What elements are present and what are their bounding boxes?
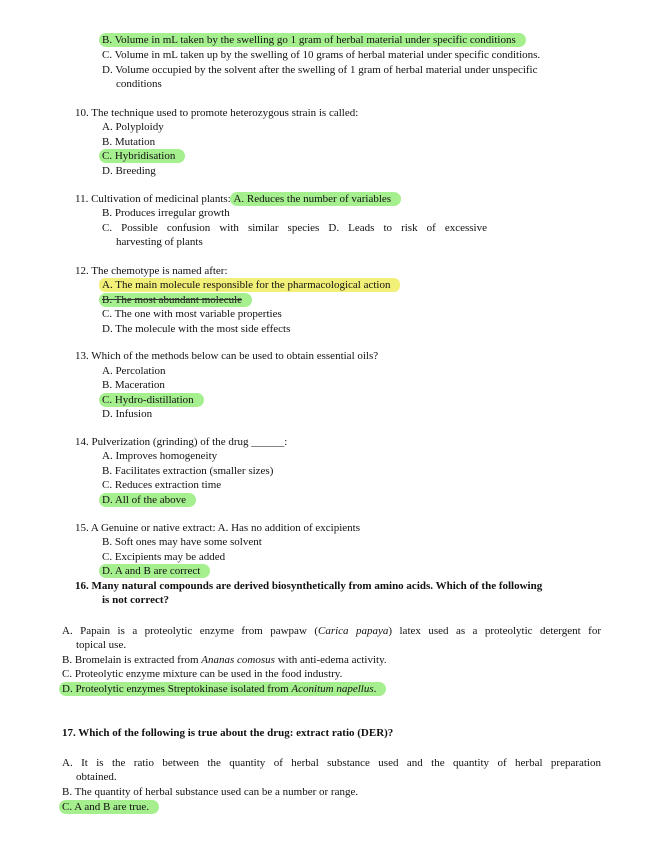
- q15-stem: 15. A Genuine or native extract: A. Has no addition of excipients: [75, 522, 361, 534]
- q16-option-a: A. Papain is a proteolytic enzyme from pawpaw (Carica papaya) latex used as a proteolytic detergent for: [62, 625, 601, 637]
- q16-option-a-cont: topical use.: [76, 639, 127, 651]
- answer-highlight: A. Reduces the number of variables: [230, 192, 401, 206]
- q9-option-b: [102, 34, 526, 47]
- q16-option-d: [62, 683, 386, 696]
- q17-option-a: A. It is the ratio between the quantity of herbal substance used and the quantity of herbal preparation: [62, 757, 601, 769]
- q11-stem: 11. Cultivation of medicinal plants: A. Reduces the number of variables: [75, 193, 401, 206]
- answer-highlight: C. Hybridisation: [99, 149, 185, 163]
- answer-highlight: D. Proteolytic enzymes Streptokinase isolated from Aconitum napellus.: [59, 682, 386, 696]
- q12-stem: 12. The chemotype is named after:: [75, 265, 228, 277]
- q17-option-a-cont: obtained.: [76, 771, 117, 783]
- q11-option-b: B. Produces irregular growth: [102, 207, 230, 219]
- q15-option-c: C. Excipients may be added: [102, 551, 226, 563]
- q9-option-d: D. Volume occupied by the solvent after the swelling of 1 gram of herbal material under unspecific: [102, 64, 538, 76]
- q14-option-b: B. Facilitates extraction (smaller sizes): [102, 465, 274, 477]
- q11-option-c: C. Possible confusion with similar species D. Leads to risk of excessive: [102, 222, 487, 234]
- q16-stem-cont: is not correct?: [102, 594, 169, 606]
- q12-option-a: [102, 279, 400, 292]
- q14-option-c: C. Reduces extraction time: [102, 479, 222, 491]
- answer-highlight-yellow: A. The main molecule responsible for the pharmacological action: [99, 278, 400, 292]
- q10-option-b: B. Mutation: [102, 136, 156, 148]
- q14-option-d: [102, 494, 196, 507]
- answer-highlight: C. A and B are true.: [59, 800, 159, 814]
- q13-stem: 13. Which of the methods below can be used to obtain essential oils?: [75, 350, 379, 362]
- answer-highlight: B. Volume in mL taken by the swelling go 1 gram of herbal material under specific conditions: [99, 33, 526, 47]
- q14-stem: 14. Pulverization (grinding) of the drug ______:: [75, 436, 288, 448]
- q12-option-d: D. The molecule with the most side effects: [102, 323, 291, 335]
- q13-option-b: B. Maceration: [102, 379, 165, 391]
- q13-option-d: D. Infusion: [102, 408, 153, 420]
- q10-option-c: [102, 150, 185, 163]
- q15-option-b: B. Soft ones may have some solvent: [102, 536, 262, 548]
- q16-option-b: B. Bromelain is extracted from Ananas comosus with anti-edema activity.: [62, 654, 387, 666]
- q15-option-d: [102, 565, 210, 578]
- answer-highlight: D. A and B are correct: [99, 564, 210, 578]
- q13-option-c: [102, 394, 204, 407]
- q13-option-a: A. Percolation: [102, 365, 166, 377]
- q11-option-c-cont: harvesting of plants: [116, 236, 203, 248]
- q10-stem: 10. The technique used to promote heterozygous strain is called:: [75, 107, 359, 119]
- q9-option-d-cont: conditions: [116, 78, 162, 90]
- answer-highlight: D. All of the above: [99, 493, 196, 507]
- q14-option-a: A. Improves homogeneity: [102, 450, 218, 462]
- answer-highlight: C. Hydro-distillation: [99, 393, 204, 407]
- q10-option-a: A. Polyploidy: [102, 121, 164, 133]
- q17-stem: 17. Which of the following is true about the drug: extract ratio (DER)?: [62, 727, 394, 739]
- q12-option-c: C. The one with most variable properties: [102, 308, 282, 320]
- q17-option-b: B. The quantity of herbal substance used can be a number or range.: [62, 786, 359, 798]
- q9-option-c: C. Volume in mL taken up by the swelling of 10 grams of herbal material under specific conditions.: [102, 49, 541, 61]
- answer-highlight: B. The most abundant molecule: [99, 293, 252, 307]
- q10-option-d: D. Breeding: [102, 165, 156, 177]
- q12-option-b: [102, 294, 252, 307]
- q16-stem: 16. Many natural compounds are derived biosynthetically from amino acids. Which of the following: [75, 580, 543, 592]
- q16-option-c: C. Proteolytic enzyme mixture can be used in the food industry.: [62, 668, 343, 680]
- q17-option-c: [62, 801, 159, 814]
